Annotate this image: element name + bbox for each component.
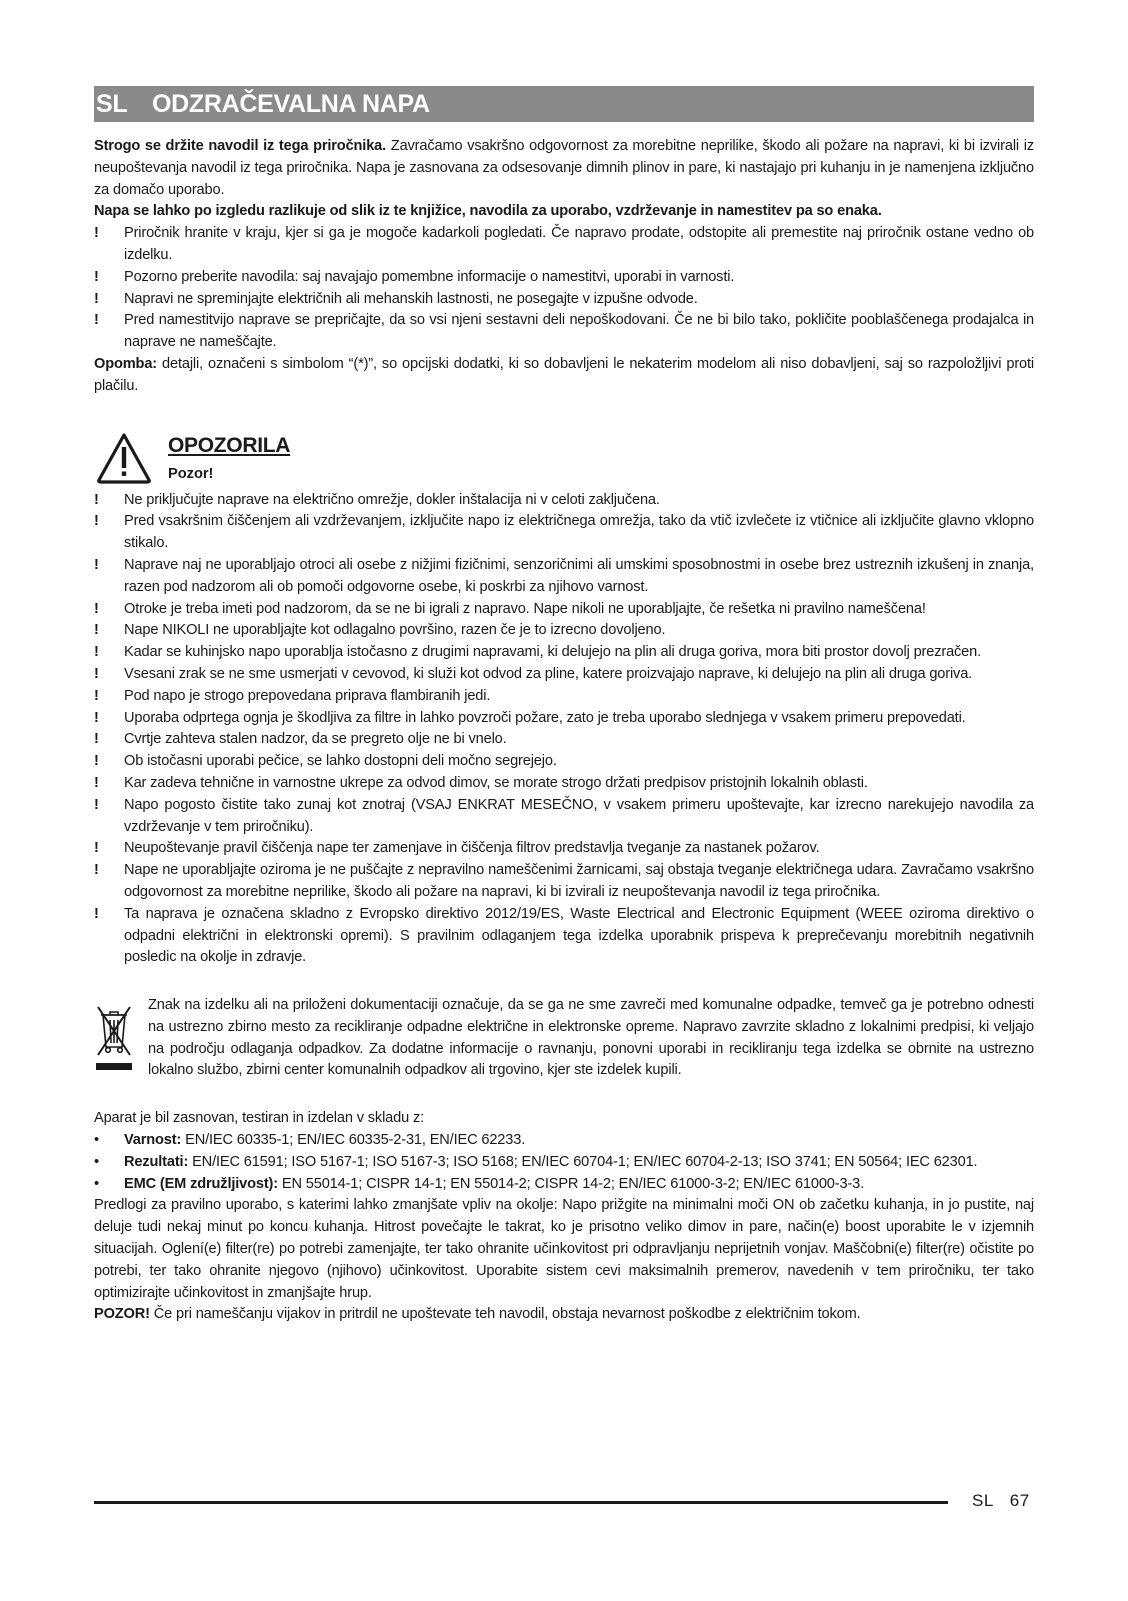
- list-item: ! Priročnik hranite v kraju, kjer si ga je mogoče kadarkoli pogledati. Če napravo prodate, odstopite ali premestite naj priročnik ostane vedno ob izdelku.: [94, 223, 1034, 267]
- list-item: ! Pod napo je strogo prepovedana priprava flambiranih jedi.: [94, 686, 1034, 708]
- list-item: ! Pred namestitvijo naprave se prepričajte, da so vsi njeni sestavni deli nepoškodovani. Če ne bi bilo tako, pokličite pooblaščenega prodajalca in naprave ne nameščajte.: [94, 310, 1034, 354]
- weee-section: [94, 995, 1034, 1082]
- page-title: ODZRAČEVALNA NAPA: [152, 90, 430, 118]
- warning-triangle-icon: [96, 432, 152, 484]
- standard-label: EMC (EM združljivost):: [124, 1175, 278, 1192]
- standard-label: Varnost:: [124, 1132, 182, 1149]
- list-item: ! Nape NIKOLI ne uporabljajte kot odlagalno površino, razen če je to izrecno dovoljeno.: [94, 620, 1034, 642]
- list-item: [94, 1174, 1034, 1196]
- list-item: ! Pred vsakršnim čiščenjem ali vzdrževanjem, izključite napo iz električnega omrežja, tako da vtič izvlečete iz vtičnice ali izključite glavno vklopno stikalo.: [94, 511, 1034, 555]
- standard-label: Rezultati:: [124, 1153, 189, 1170]
- standard-text: EN 55014-1; CISPR 14-1; EN 55014-2; CISPR 14-2; EN/IEC 61000-3-2; EN/IEC 61000-3-3.: [277, 1175, 865, 1192]
- footer-rule: [94, 1501, 948, 1504]
- intro-paragraph: [94, 136, 1034, 201]
- list-item: ! Kar zadeva tehnične in varnostne ukrepe za odvod dimov, se morate strogo držati predpisov pristojnih lokalnih oblasti.: [94, 773, 1034, 795]
- list-item: ! Naprave naj ne uporabljajo otroci ali osebe z nižjimi fizičnimi, senzoričnimi ali umskimi sposobnostmi in osebe brez ustreznih izkušenj in znanja, razen pod nadzorom ali ob pomoči odgovorne osebe, ki poskrbi za njihovo varnost.: [94, 555, 1034, 599]
- caution-paragraph: [94, 1304, 1034, 1326]
- list-item: [94, 1130, 1034, 1152]
- section-title-bar: [94, 86, 1034, 122]
- intro-text: Zavračamo vsakršno odgovornost za morebitne neprilike, škodo ali požare na napravi, ki bi izvirali iz neupoštevanja navodil iz tega priročnika. Napa je zasnovana za odsesovanje dimnih plinov in pare, ki nastajajo pri kuhanju in je namenjena izključno za domačo uporabo.: [94, 138, 1034, 198]
- standard-text: EN/IEC 60335-1; EN/IEC 60335-2-31, EN/IEC 62233.: [181, 1132, 526, 1149]
- list-item: ! Neupoštevanje pravil čiščenja nape ter zamenjave in čiščenja filtrov predstavlja tveganje za nastanek požarov.: [94, 838, 1034, 860]
- appearance-note-text: Napa se lahko po izgledu razlikuje od slik iz te knjižice, navodila za uporabo, vzdrževanje in namestitev pa so enaka.: [94, 203, 882, 220]
- warnings-subtitle: Pozor!: [168, 465, 214, 482]
- crossed-out-bin-icon: [94, 999, 134, 1073]
- footer: [972, 1491, 1030, 1511]
- standard-text: EN/IEC 61591; ISO 5167-1; ISO 5167-3; ISO 5168; EN/IEC 60704-1; EN/IEC 60704-2-13; ISO 3741; EN 50564; IEC 62301.: [188, 1153, 978, 1170]
- list-item: ! Otroke je treba imeti pod nadzorom, da se ne bi igrali z napravo. Nape nikoli ne uporabljajte, če rešetka ni pravilno nameščena!: [94, 599, 1034, 621]
- list-item: ! Kadar se kuhinjsko napo uporablja istočasno z drugimi napravami, ki delujejo na plin ali druga goriva, mora biti prostor dovolj prezračen.: [94, 642, 1034, 664]
- warnings-header: [94, 432, 1034, 490]
- list-item: ! Napo pogosto čistite tako zunaj kot znotraj (VSAJ ENKRAT MESEČNO, v vsakem primeru upoštevajte, kar izrecno narekujejo navodila za vzdrževanje v tem priročniku).: [94, 795, 1034, 839]
- list-item: ! Pozorno preberite navodila: saj navajajo pomembne informacije o namestitvi, uporabi in varnosti.: [94, 267, 1034, 289]
- list-item: ! Napravi ne spreminjajte električnih ali mehanskih lastnosti, ne posegajte v izpušne odvode.: [94, 289, 1034, 311]
- intro-section: [94, 136, 1034, 398]
- list-item: ! Vsesani zrak se ne sme usmerjati v cevovod, ki služi kot odvod za pline, katere proizvajajo naprave, ki delujejo na plin ali druga goriva.: [94, 664, 1034, 686]
- language-code: SL: [96, 90, 128, 118]
- list-item: ! Nape ne uporabljajte oziroma je ne puščajte z nepravilno nameščenimi žarnicami, saj obstaja tveganje električnega udara. Zavračamo vsakršno odgovornost za morebitne neprilike, škodo ali požare na napravi, ki bi izvirali iz neupoštevanja navodil iz tega priročnika.: [94, 860, 1034, 904]
- list-item: ! Uporaba odprtega ognja je škodljiva za filtre in lahko povzroči požare, zato je treba uporabo slednjega v vsakem primeru prepovedati.: [94, 708, 1034, 730]
- weee-text: Znak na izdelku ali na priloženi dokumentaciji označuje, da se ga ne sme zavreči med komunalne odpadke, temveč ga je potrebno odnesti na ustrezno zbirno mesto za recikliranje odpadne električne in elektronske opreme. Napravo zavrzite skladno z lokalnimi predpisi, ki veljajo na področju odlaganja odpadkov. Za dodatne informacije o ravnanju, ponovni uporabi in recikliranju tega izdelka se obrnite na ustrezno lokalno službo, zbirni center komunalnih odpadkov ali trgovino, kjer ste izdelek kupili.: [148, 997, 1034, 1079]
- warnings-list: [94, 490, 1034, 970]
- eco-tips-paragraph: Predlogi za pravilno uporabo, s katerimi lahko zmanjšate vpliv na okolje: Napo prižgite na minimalni moči ON ob začetku kuhanja, in jo pustite, naj deluje tudi nekaj minut po koncu kuhanja. Hitrost povečajte le takrat, ko je prisotno veliko dimov in pare, način(e) boost uporabite le v izjemnih situacijah. Oglení(e) filter(re) po potrebi zamenjajte, ter tako ohranite učinkovitost pri odpravljanju neprijetnih vonjav. Maščobni(e) filter(re) očistite po potrebi, ter tako ohranite njegovo (njihovo) učinkovitost. Uporabite sistem cevi maksimalnih premerov, navedenih v tem priročniku, ter tako optimizirajte učinkovitost in zmanjšajte hrup.: [94, 1197, 1034, 1301]
- standards-list: [94, 1130, 1034, 1195]
- list-item: [94, 1152, 1034, 1174]
- list-item: ! Ob istočasni uporabi pečice, se lahko dostopni deli močno segrejejo.: [94, 751, 1034, 773]
- caution-label: POZOR!: [94, 1306, 150, 1323]
- page-number: 67: [1009, 1491, 1030, 1510]
- standards-section: [94, 1108, 1034, 1326]
- intro-appearance-note: [94, 201, 1034, 223]
- standards-intro: Aparat je bil zasnovan, testiran in izdelan v skladu z:: [94, 1110, 425, 1127]
- warnings-title: OPOZORILA: [168, 433, 291, 457]
- intro-list: [94, 223, 1034, 354]
- list-item: ! Cvrtje zahteva stalen nadzor, da se pregreto olje ne bi vnelo.: [94, 729, 1034, 751]
- intro-bold-lead: Strogo se držite navodil iz tega priročnika.: [94, 138, 387, 154]
- list-item: ! Ta naprava je označena skladno z Evropsko direktivo 2012/19/ES, Waste Electrical and Electronic Equipment (WEEE oziroma direktivo o odpadni električni in elektronski opremi). S pravilnim odlaganjem tega izdelka uporabnik prispeva k preprečevanju morebitnih negativnih posledic na okolje in zdravje.: [94, 904, 1034, 969]
- footer-language-code: SL: [972, 1491, 994, 1510]
- optional-parts-note: [94, 354, 1034, 398]
- caution-text: Če pri nameščanju vijakov in pritrdil ne upoštevate teh navodil, obstaja nevarnost poškodbe z električnim tokom.: [149, 1306, 861, 1323]
- note-text: detajli, označeni s simbolom “(*)”, so opcijski dodatki, ki so dobavljeni le nekaterim modelom ali niso dobavljeni, saj so razpoložljivi proti plačilu.: [94, 355, 1034, 394]
- note-label: Opomba:: [94, 355, 157, 372]
- list-item: ! Ne priključujte naprave na električno omrežje, dokler inštalacija ni v celoti zaključena.: [94, 490, 1034, 512]
- manual-page: [94, 86, 1034, 1326]
